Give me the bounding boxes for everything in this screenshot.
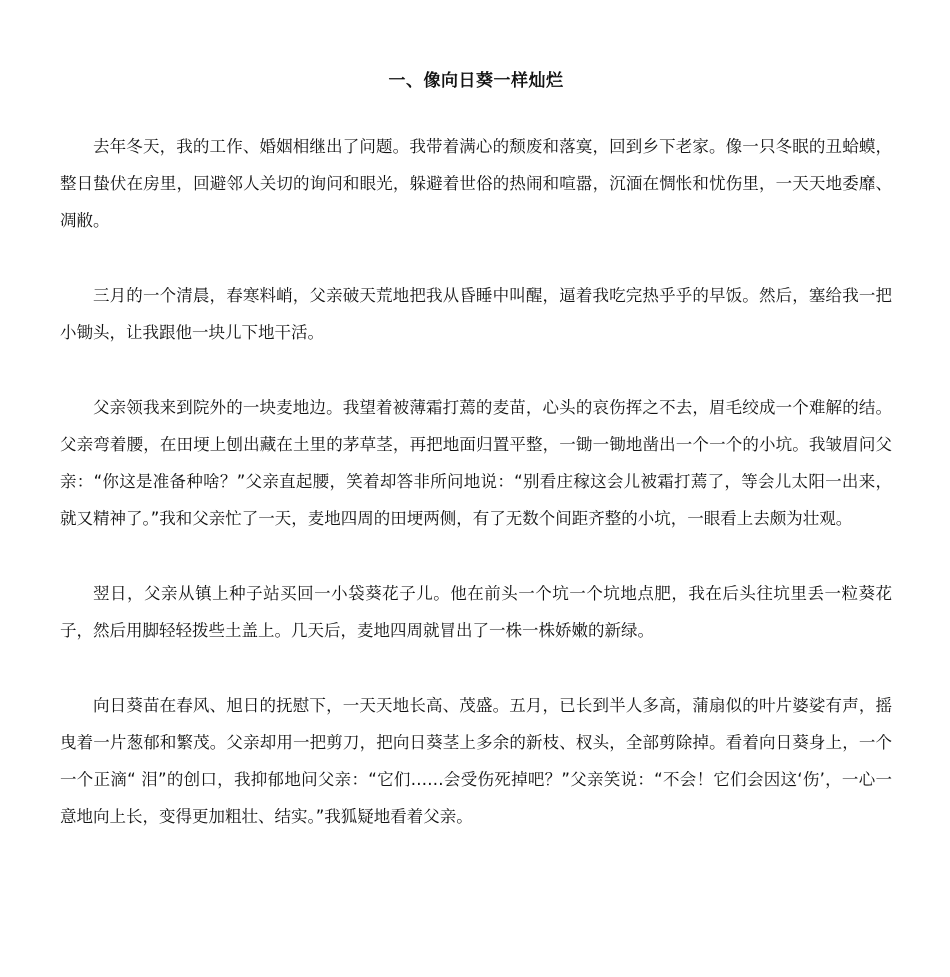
paragraph-1: 去年冬天，我的工作、婚姻相继出了问题。我带着满心的颓废和落寞，回到乡下老家。像一只冬眠的丑蛤蟆，整日蛰伏在房里，回避邻人关切的询问和眼光，躲避着世俗的热闹和喧嚣，沉湎在惆怅和忧伤里，一天天地委靡、凋敝。 bbox=[60, 137, 892, 230]
document-title: 一、像向日葵一样灿烂 bbox=[388, 71, 564, 91]
paragraph-5: 向日葵苗在春风、旭日的抚慰下，一天天地长高、茂盛。五月，已长到半人多高，蒲扇似的叶片婆娑有声，摇曳着一片葱郁和繁茂。父亲却用一把剪刀，把向日葵茎上多余的新枝、杈头，全部剪除掉。看着向日葵身上，一个一个正滴“ 泪”的创口，我抑郁地问父亲：“它们……会受伤死掉吧？”父亲笑说：“不会！它们会因这‘伤’，一心一意地向上长，变得更加粗壮、结实。”我狐疑地看着父亲。 bbox=[60, 696, 892, 826]
paragraph-4: 翌日，父亲从镇上种子站买回一小袋葵花子儿。他在前头一个坑一个坑地点肥，我在后头往坑里丢一粒葵花子，然后用脚轻轻拨些土盖上。几天后，麦地四周就冒出了一株一株娇嫩的新绿。 bbox=[60, 584, 892, 640]
paragraph-3: 父亲领我来到院外的一块麦地边。我望着被薄霜打蔫的麦苗，心头的哀伤挥之不去，眉毛绞成一个难解的结。父亲弯着腰，在田埂上刨出藏在土里的茅草茎，再把地面归置平整，一锄一锄地凿出一个一个的小坑。我皱眉问父亲：“你这是准备种啥？”父亲直起腰，笑着却答非所问地说：“别看庄稼这会儿被霜打蔫了，等会儿太阳一出来，就又精神了。”我和父亲忙了一天，麦地四周的田埂两侧，有了无数个间距齐整的小坑，一眼看上去颇为壮观。 bbox=[60, 398, 892, 528]
paragraph-2: 三月的一个清晨，春寒料峭，父亲破天荒地把我从昏睡中叫醒，逼着我吃完热乎乎的早饭。然后，塞给我一把小锄头，让我跟他一块儿下地干活。 bbox=[60, 286, 892, 342]
